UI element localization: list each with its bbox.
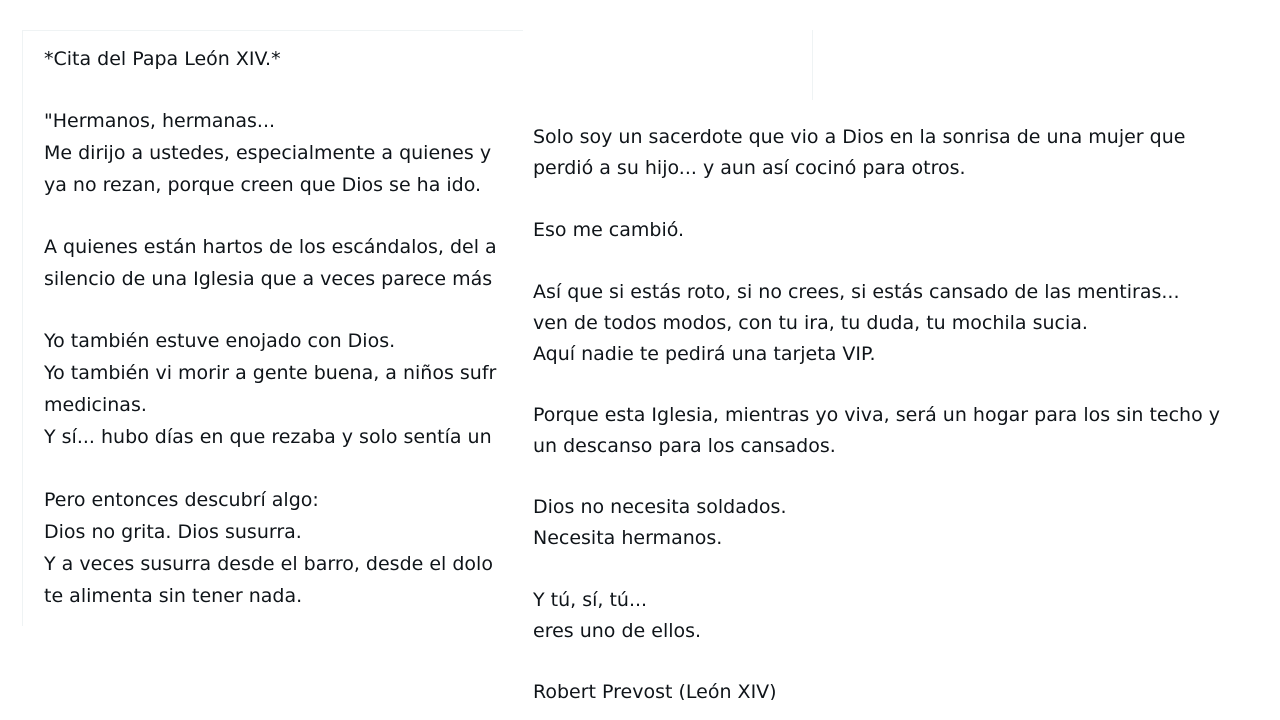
text-line: Aquí nadie te pedirá una tarjeta VIP. xyxy=(533,343,876,365)
text-line: Yo también estuve enojado con Dios. xyxy=(44,330,396,352)
text-line: eres uno de ellos. xyxy=(533,620,702,642)
divider xyxy=(812,30,813,100)
right-post-text xyxy=(520,110,1280,700)
text-line: silencio de una Iglesia que a veces parece más xyxy=(44,268,493,290)
text-line: Necesita hermanos. xyxy=(533,527,723,549)
post-signature: Robert Prevost (León XIV) xyxy=(533,681,777,700)
text-line: Solo soy un sacerdote que vio a Dios en la sonrisa de una mujer que xyxy=(533,126,1186,148)
text-line: te alimenta sin tener nada. xyxy=(44,585,303,607)
left-post-text xyxy=(22,30,523,626)
text-line: Y sí... hubo días en que rezaba y solo sentía un xyxy=(44,426,492,448)
text-line: Dios no necesita soldados. xyxy=(533,496,787,518)
text-line: Dios no grita. Dios susurra. xyxy=(44,521,302,543)
text-line: Y a veces susurra desde el barro, desde el dolo xyxy=(44,553,493,575)
text-line: Me dirijo a ustedes, especialmente a quienes y xyxy=(44,142,492,164)
text-line: Eso me cambió. xyxy=(533,219,685,241)
text-line: Pero entonces descubrí algo: xyxy=(44,489,319,511)
post-heading: *Cita del Papa León XIV.* xyxy=(44,48,281,70)
text-line: ya no rezan, porque creen que Dios se ha ido. xyxy=(44,174,482,196)
text-line: A quienes están hartos de los escándalos, del a xyxy=(44,236,497,258)
text-line: un descanso para los cansados. xyxy=(533,435,836,457)
text-line: Porque esta Iglesia, mientras yo viva, será un hogar para los sin techo y xyxy=(533,404,1220,426)
text-line: Y tú, sí, tú... xyxy=(533,589,648,611)
text-line: ven de todos modos, con tu ira, tu duda, tu mochila sucia. xyxy=(533,312,1088,334)
text-line: Yo también vi morir a gente buena, a niños sufr xyxy=(44,362,497,384)
text-line: perdió a su hijo... y aun así cocinó para otros. xyxy=(533,157,966,179)
text-line: Así que si estás roto, si no crees, si estás cansado de las mentiras... xyxy=(533,281,1180,303)
text-line: "Hermanos, hermanas... xyxy=(44,110,276,132)
text-line: medicinas. xyxy=(44,394,147,416)
